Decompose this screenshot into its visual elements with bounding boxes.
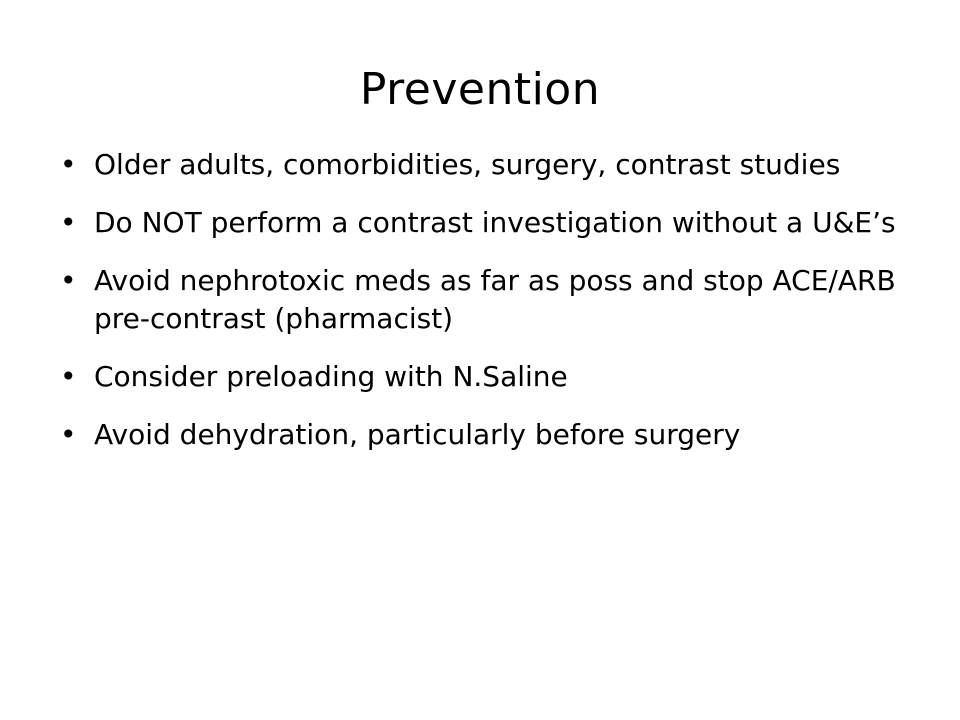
bullet-item [58, 416, 918, 454]
bullet-dot-icon: • [60, 206, 77, 239]
bullet-text: Avoid dehydration, particularly before surgery [94, 418, 741, 451]
bullet-item [58, 262, 918, 338]
bullet-text: Do NOT perform a contrast investigation without a U&E’s [94, 206, 896, 239]
bullet-text: Avoid nephrotoxic meds as far as poss and stop ACE/ARB pre-contrast (pharmacist) [94, 264, 896, 335]
bullet-item [58, 204, 918, 242]
bullet-item [58, 146, 918, 184]
slide-title: Prevention [359, 64, 601, 115]
bullet-dot-icon: • [60, 418, 77, 451]
bullet-text: Older adults, comorbidities, surgery, contrast studies [94, 148, 841, 181]
bullet-dot-icon: • [60, 148, 77, 181]
bullet-text: Consider preloading with N.Saline [94, 360, 568, 393]
bullet-list [58, 146, 918, 474]
bullet-dot-icon: • [60, 360, 77, 393]
bullet-item [58, 358, 918, 396]
bullet-dot-icon: • [60, 264, 77, 297]
